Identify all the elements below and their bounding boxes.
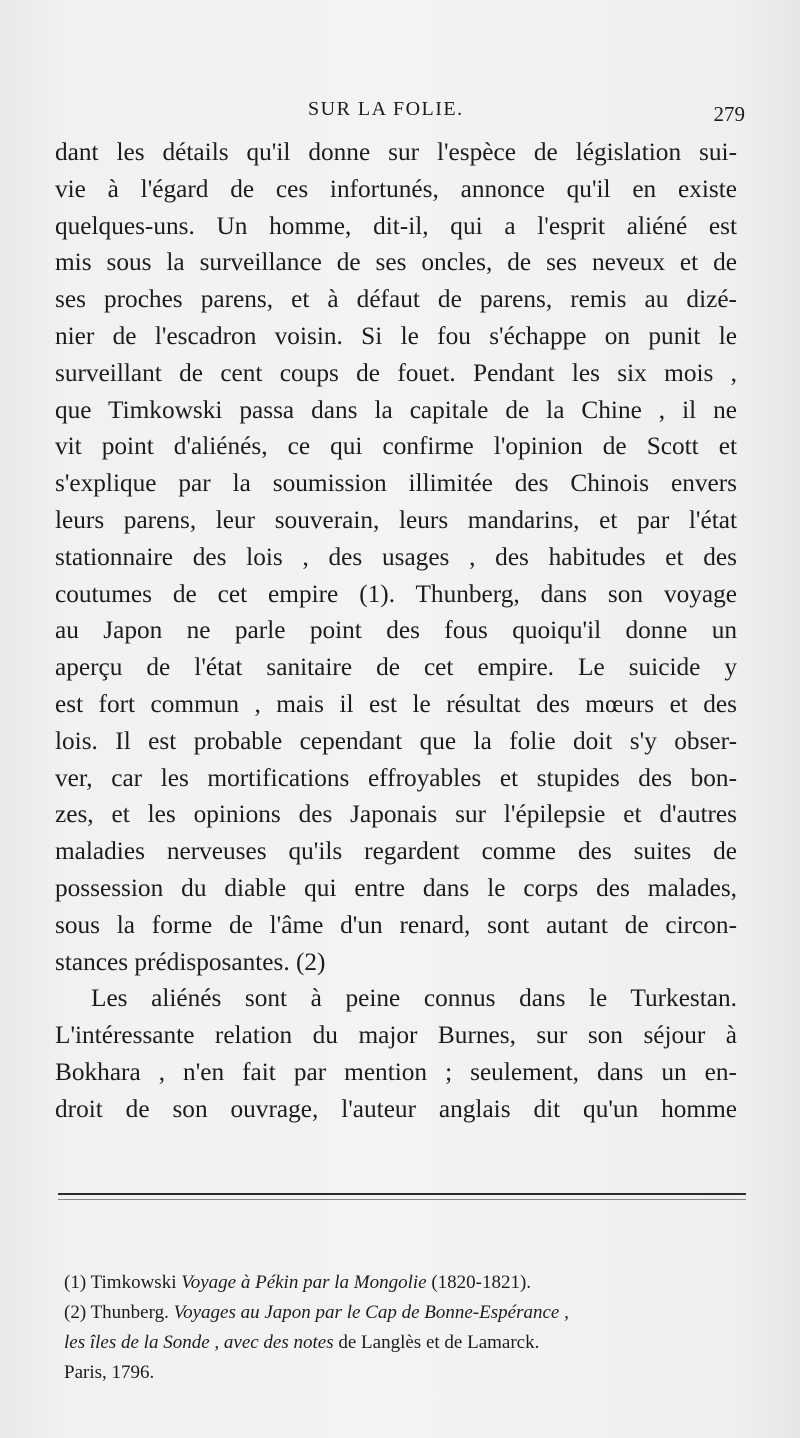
text-line: ver, car les mortifications effroyables et stupides des bon-: [55, 763, 737, 792]
text-line: Bokhara , n'en fait par mention ; seulement, dans un en-: [55, 1057, 737, 1086]
footnote-1: [64, 1268, 754, 1298]
footnote-2-continued: [64, 1328, 754, 1358]
text-line: est fort commun , mais il est le résultat des mœurs et des: [55, 689, 737, 718]
text-line: lois. Il est probable cependant que la folie doit s'y obser-: [55, 726, 737, 755]
text-line: au Japon ne parle point des fous quoiqu'il donne un: [55, 616, 737, 645]
running-head: SUR LA FOLIE.: [308, 98, 464, 120]
text-line: L'intéressante relation du major Burnes, sur son séjour à: [55, 1021, 737, 1050]
text-line: quelques-uns. Un homme, dit-il, qui a l'esprit aliéné est: [55, 211, 737, 240]
footnote-title: Voyages au Japon par le Cap de Bonne-Espérance ,: [173, 1302, 569, 1323]
text-line: leurs parens, leur souverain, leurs mandarins, et par l'état: [55, 505, 737, 534]
text-line: dant les détails qu'il donne sur l'espèce de législation sui-: [55, 138, 737, 166]
body-text: [55, 134, 737, 1128]
footnote-author: Thunberg.: [90, 1302, 169, 1323]
text-line: sous la forme de l'âme d'un renard, sont autant de circon-: [55, 910, 737, 939]
footnote-divider: [58, 1193, 746, 1195]
text-line: vie à l'égard de ces infortunés, annonce qu'il en existe: [55, 174, 737, 203]
text-line: vit point d'aliénés, ce qui confirme l'opinion de Scott et: [55, 432, 737, 461]
text-line: surveillant de cent coups de fouet. Pendant les six mois ,: [55, 358, 737, 387]
text-line: stances prédisposantes. (2): [55, 947, 326, 976]
text-line: aperçu de l'état sanitaire de cet empire. Le suicide y: [55, 653, 737, 682]
text-line: s'explique par la soumission illimitée des Chinois envers: [55, 469, 737, 498]
footnote-mark: (1): [64, 1272, 87, 1293]
page-number: 279: [713, 102, 745, 126]
text-line: possession du diable qui entre dans le corps des malades,: [55, 873, 737, 902]
footnote-imprint: Paris, 1796.: [64, 1362, 155, 1383]
text-line: ses proches parens, et à défaut de parens, remis au dizé-: [55, 285, 737, 314]
footnote-mark: (2): [64, 1302, 87, 1323]
text-line: droit de son ouvrage, l'auteur anglais dit qu'un homme: [55, 1094, 737, 1123]
page-header: [40, 96, 745, 132]
footnote-2: [64, 1298, 754, 1328]
footnote-years: (1820-1821).: [431, 1272, 532, 1293]
text-line: que Timkowski passa dans la capitale de la Chine , il ne: [55, 395, 737, 424]
text-line: stationnaire des lois , des usages , des habitudes et des: [55, 542, 737, 571]
footnote-title-continued: les îles de la Sonde , avec des notes: [64, 1332, 334, 1353]
text-line: nier de l'escadron voisin. Si le fou s'échappe on punit le: [55, 321, 737, 350]
footnote-author: Timkowski: [90, 1272, 177, 1293]
text-line: coutumes de cet empire (1). Thunberg, dans son voyage: [55, 579, 737, 608]
footnote-credit: de Langlès et de Lamarck.: [338, 1332, 540, 1353]
text-line: mis sous la surveillance de ses oncles, de ses neveux et de: [55, 248, 737, 277]
text-line: zes, et les opinions des Japonais sur l'épilepsie et d'autres: [55, 800, 737, 829]
paragraph-start-line: Les aliénés sont à peine connus dans le Turkestan.: [91, 984, 737, 1013]
footnote-divider-thin: [58, 1199, 746, 1200]
text-line: maladies nerveuses qu'ils regardent comme des suites de: [55, 837, 737, 866]
footnotes: [64, 1268, 754, 1388]
footnote-title: Voyage à Pékin par la Mongolie: [181, 1272, 427, 1293]
